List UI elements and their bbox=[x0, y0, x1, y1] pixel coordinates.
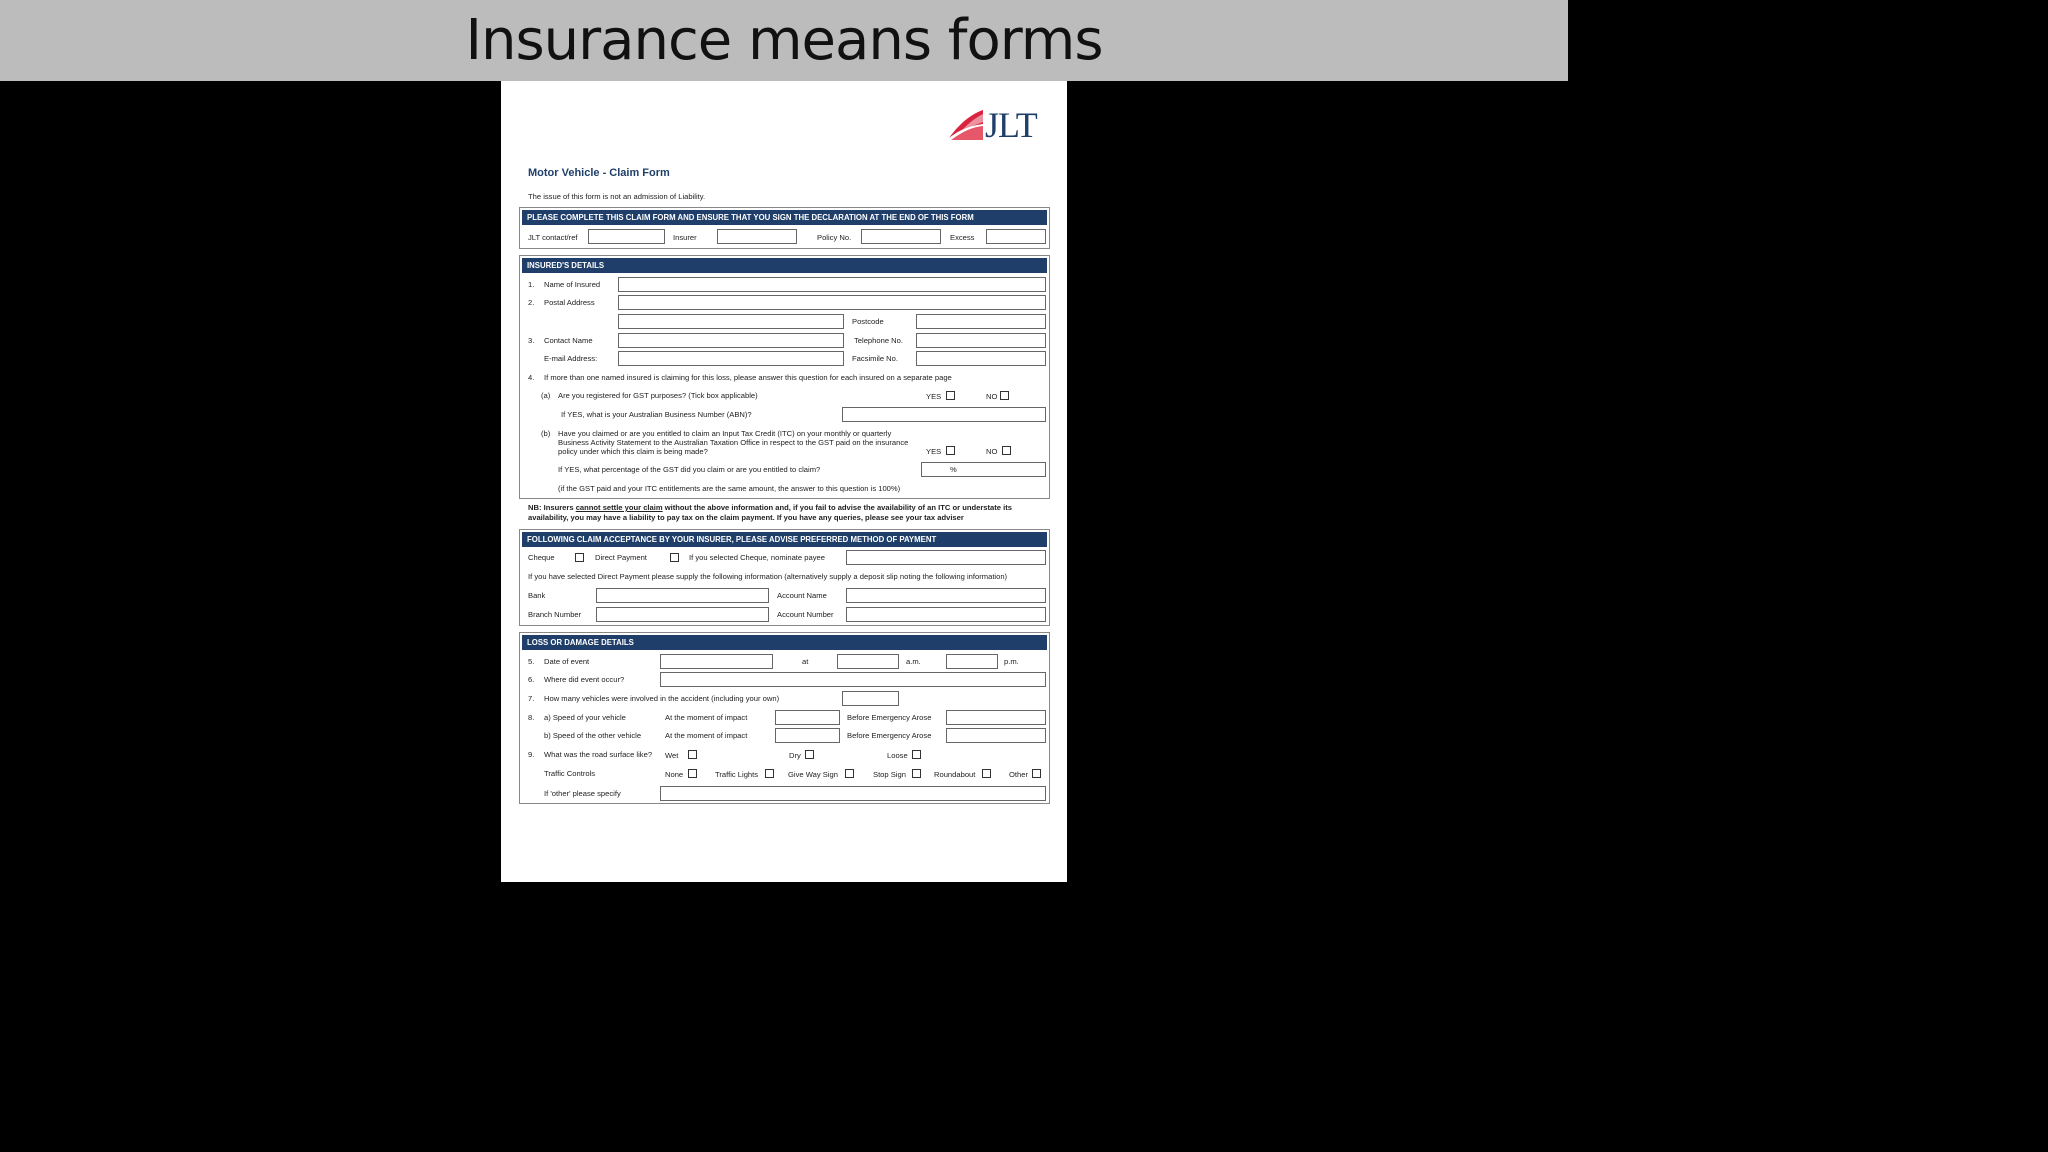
surface-label: What was the road surface like? bbox=[544, 750, 653, 759]
itc-no-checkbox[interactable] bbox=[1002, 446, 1011, 455]
speed-b-label: b) Speed of the other vehicle bbox=[544, 731, 642, 740]
jlt-contact-label: JLT contact/ref bbox=[528, 233, 578, 242]
postal-input-2[interactable] bbox=[618, 314, 844, 329]
item-number: 1. bbox=[528, 280, 535, 289]
percent-sign: % bbox=[950, 465, 957, 474]
dry-label: Dry bbox=[789, 751, 801, 760]
dry-checkbox[interactable] bbox=[805, 750, 814, 759]
abn-input[interactable] bbox=[842, 407, 1046, 422]
account-name-input[interactable] bbox=[846, 588, 1046, 603]
facsimile-label: Facsimile No. bbox=[852, 354, 898, 363]
telephone-label: Telephone No. bbox=[854, 336, 903, 345]
gst-question: Are you registered for GST purposes? (Tick box applicable) bbox=[558, 391, 758, 400]
traffic-lights-label: Traffic Lights bbox=[715, 770, 759, 779]
sail-logo-icon bbox=[945, 108, 985, 142]
excess-input[interactable] bbox=[986, 229, 1046, 244]
vehicles-input[interactable] bbox=[842, 691, 899, 706]
itc-yes-checkbox[interactable] bbox=[946, 446, 955, 455]
traffic-lights-checkbox[interactable] bbox=[765, 769, 774, 778]
give-way-checkbox[interactable] bbox=[845, 769, 854, 778]
excess-label: Excess bbox=[950, 233, 975, 242]
nb-notice bbox=[528, 503, 1048, 522]
am-label: a.m. bbox=[906, 657, 921, 666]
cheque-label: Cheque bbox=[528, 553, 555, 562]
at-label: at bbox=[802, 657, 809, 666]
item-number: 4. bbox=[528, 373, 535, 382]
speed-a-impact-input[interactable] bbox=[775, 710, 840, 725]
insurer-input[interactable] bbox=[717, 229, 797, 244]
other-specify-input[interactable] bbox=[660, 786, 1046, 801]
disclaimer: The issue of this form is not an admission of Liability. bbox=[528, 192, 706, 201]
roundabout-checkbox[interactable] bbox=[982, 769, 991, 778]
stop-sign-label: Stop Sign bbox=[873, 770, 906, 779]
percent-question: If YES, what percentage of the GST did you claim or are you entitled to claim? bbox=[558, 465, 821, 474]
date-label: Date of event bbox=[544, 657, 590, 666]
loose-label: Loose bbox=[887, 751, 908, 760]
account-number-input[interactable] bbox=[846, 607, 1046, 622]
gst-note: (if the GST paid and your ITC entitlements are the same amount, the answer to this question is 100%) bbox=[558, 484, 901, 493]
insured-heading: INSURED'S DETAILS bbox=[522, 258, 1047, 273]
date-input[interactable] bbox=[660, 654, 773, 669]
time-pm-input[interactable] bbox=[946, 654, 998, 669]
other-checkbox[interactable] bbox=[1032, 769, 1041, 778]
nb-underlined: cannot settle your claim bbox=[575, 503, 663, 512]
slide-title-bar bbox=[0, 0, 1568, 81]
speed-b-impact-input[interactable] bbox=[775, 728, 840, 743]
account-number-label: Account Number bbox=[777, 610, 834, 619]
direct-payment-checkbox[interactable] bbox=[670, 553, 679, 562]
b-label: (b) bbox=[541, 429, 551, 438]
nb-prefix: NB: Insurers bbox=[528, 503, 576, 512]
jlt-logo bbox=[945, 104, 1045, 146]
speed-b-before-input[interactable] bbox=[946, 728, 1046, 743]
name-label: Name of Insured bbox=[544, 280, 601, 289]
contact-name-label: Contact Name bbox=[544, 336, 593, 345]
give-way-label: Give Way Sign bbox=[788, 770, 838, 779]
account-name-label: Account Name bbox=[777, 591, 827, 600]
postcode-input[interactable] bbox=[916, 314, 1046, 329]
speed-a-label: a) Speed of your vehicle bbox=[544, 713, 626, 722]
item-number: 8. bbox=[528, 713, 535, 722]
policy-label: Policy No. bbox=[817, 233, 852, 242]
direct-payment-info: If you have selected Direct Payment please supply the following information (alternatively supply a deposit slip noting the following information) bbox=[528, 572, 1008, 581]
branch-label: Branch Number bbox=[528, 610, 582, 619]
itc-question: Have you claimed or are you entitled to claim an Input Tax Credit (ITC) on your monthly or quarterly Business Activity Statement to the Australian Taxation Office in respect to the GST paid on the insurance policy under which this claim is being made? bbox=[558, 429, 909, 457]
other-label: Other bbox=[1009, 770, 1028, 779]
where-label: Where did event occur? bbox=[544, 675, 625, 684]
before-label: Before Emergency Arose bbox=[847, 731, 932, 740]
branch-input[interactable] bbox=[596, 607, 769, 622]
insurer-label: Insurer bbox=[673, 233, 697, 242]
before-label: Before Emergency Arose bbox=[847, 713, 932, 722]
direct-payment-label: Direct Payment bbox=[595, 553, 647, 562]
contact-name-input[interactable] bbox=[618, 333, 844, 348]
name-input[interactable] bbox=[618, 277, 1046, 292]
claim-form-document bbox=[501, 81, 1067, 882]
pm-label: p.m. bbox=[1004, 657, 1019, 666]
a-label: (a) bbox=[541, 391, 551, 400]
jlt-contact-input[interactable] bbox=[588, 229, 665, 244]
loose-checkbox[interactable] bbox=[912, 750, 921, 759]
form-title: Motor Vehicle - Claim Form bbox=[528, 167, 670, 179]
q4-text: If more than one named insured is claiming for this loss, please answer this question for each insured on a separate page bbox=[544, 373, 952, 382]
item-number: 5. bbox=[528, 657, 535, 666]
email-label: E-mail Address: bbox=[544, 354, 598, 363]
slide-title: Insurance means forms bbox=[465, 8, 1103, 73]
gst-no-checkbox[interactable] bbox=[1000, 391, 1009, 400]
vehicles-label: How many vehicles were involved in the accident (including your own) bbox=[544, 694, 780, 703]
facsimile-input[interactable] bbox=[916, 351, 1046, 366]
abn-question: If YES, what is your Australian Business Number (ABN)? bbox=[561, 410, 752, 419]
loss-heading: LOSS OR DAMAGE DETAILS bbox=[522, 635, 1047, 650]
bank-label: Bank bbox=[528, 591, 546, 600]
nb-suffix: without the above information and, if you fail to advise the availability of an ITC or understate its availability, you may have a liability to pay tax on the claim payment. If you have any queries, please see your tax adviser bbox=[528, 503, 1012, 522]
policy-input[interactable] bbox=[861, 229, 941, 244]
item-number: 9. bbox=[528, 750, 535, 759]
bank-input[interactable] bbox=[596, 588, 769, 603]
postcode-label: Postcode bbox=[852, 317, 884, 326]
wet-checkbox[interactable] bbox=[688, 750, 697, 759]
wet-label: Wet bbox=[665, 751, 679, 760]
time-am-input[interactable] bbox=[837, 654, 899, 669]
none-checkbox[interactable] bbox=[688, 769, 697, 778]
impact-label: At the moment of impact bbox=[665, 731, 748, 740]
stop-sign-checkbox[interactable] bbox=[912, 769, 921, 778]
logo-text: JLT bbox=[985, 105, 1037, 145]
payee-label: If you selected Cheque, nominate payee bbox=[689, 553, 825, 562]
traffic-label: Traffic Controls bbox=[544, 769, 596, 778]
none-label: None bbox=[665, 770, 684, 779]
banner-heading: PLEASE COMPLETE THIS CLAIM FORM AND ENSURE THAT YOU SIGN THE DECLARATION AT THE END OF THIS FORM bbox=[522, 210, 1047, 225]
postal-label: Postal Address bbox=[544, 298, 595, 307]
impact-label: At the moment of impact bbox=[665, 713, 748, 722]
no-label: NO bbox=[986, 392, 998, 401]
no-label: NO bbox=[986, 447, 998, 456]
item-number: 6. bbox=[528, 675, 535, 684]
item-number: 7. bbox=[528, 694, 535, 703]
other-specify-label: If 'other' please specify bbox=[544, 789, 621, 798]
yes-label: YES bbox=[926, 447, 942, 456]
percent-input[interactable] bbox=[921, 462, 1046, 477]
payment-heading: FOLLOWING CLAIM ACCEPTANCE BY YOUR INSURER, PLEASE ADVISE PREFERRED METHOD OF PAYMENT bbox=[522, 532, 1047, 547]
cheque-checkbox[interactable] bbox=[575, 553, 584, 562]
payee-input[interactable] bbox=[846, 550, 1046, 565]
postal-input-1[interactable] bbox=[618, 295, 1046, 310]
item-number: 2. bbox=[528, 298, 535, 307]
roundabout-label: Roundabout bbox=[934, 770, 976, 779]
email-input[interactable] bbox=[618, 351, 844, 366]
telephone-input[interactable] bbox=[916, 333, 1046, 348]
item-number: 3. bbox=[528, 336, 535, 345]
where-input[interactable] bbox=[660, 672, 1046, 687]
yes-label: YES bbox=[926, 392, 942, 401]
gst-yes-checkbox[interactable] bbox=[946, 391, 955, 400]
speed-a-before-input[interactable] bbox=[946, 710, 1046, 725]
